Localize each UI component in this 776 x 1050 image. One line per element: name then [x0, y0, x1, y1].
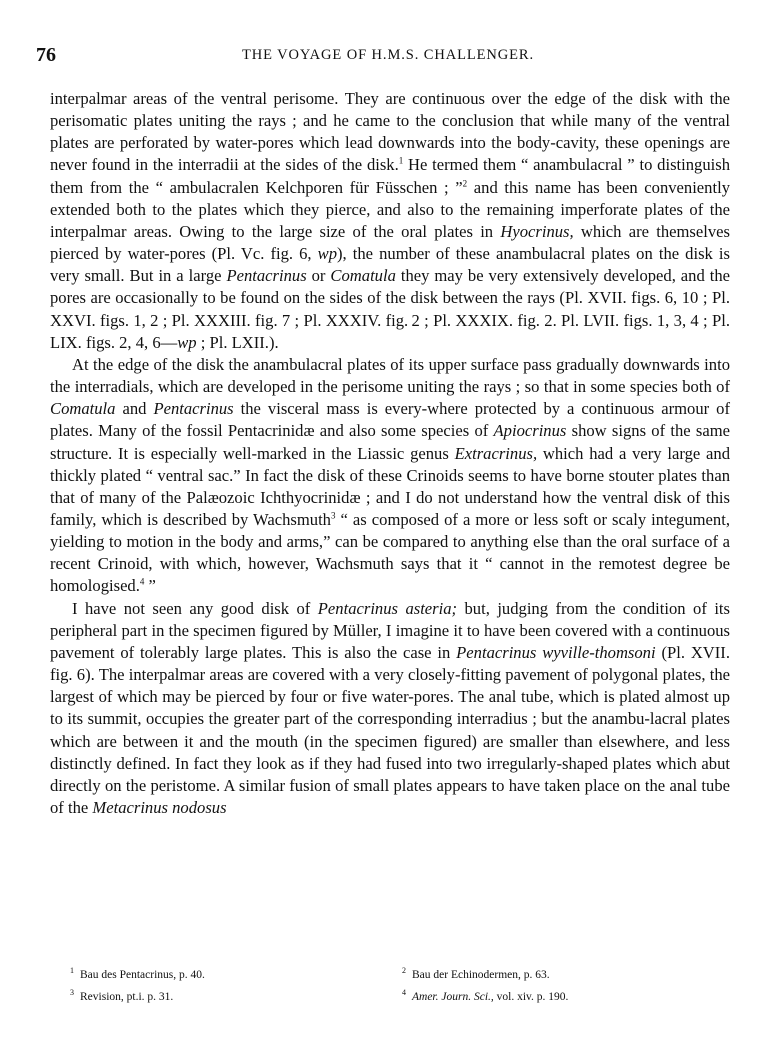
body-text: [50, 88, 730, 819]
footnote-1: [70, 962, 402, 984]
text-run: the visceral mass is every-where protected by a continuous armour of plates. Many of the fossil Pentacrinidæ and also some species of: [50, 399, 730, 441]
text-run: show signs of the same structure. It is especially well-marked in the Liassic genus: [50, 421, 730, 463]
footnote-mark: 3: [70, 987, 74, 997]
italic-term: Hyocrinus,: [500, 221, 574, 241]
running-head: THE VOYAGE OF H.M.S. CHALLENGER.: [242, 47, 534, 63]
text-run: which had a very large and thickly plated “ ventral sac.” In fact the disk of these Crinoids seems to have borne stouter plates than that of many of the Palæozoic Ichthyocrinidæ ; and I do not understand how the ventral disk of this family, which is described by Wachsmuth: [50, 443, 730, 529]
page-number: 76: [36, 44, 56, 66]
footnote-ref: 2: [462, 178, 468, 189]
text-run: but, judging from the condition of its peripheral part in the specimen figured by Müller, I imagine it to have been covered with a continuous pavement of tolerably large plates. This is also the case in: [50, 598, 730, 662]
italic-term: Comatula: [330, 266, 396, 286]
footnote-mark: 1: [70, 966, 74, 975]
italic-term: Pentacrinus: [226, 266, 307, 286]
text-run: ; Pl. LXII.).: [196, 332, 279, 352]
footnote-journal: Amer. Journ. Sci.,: [412, 990, 494, 1003]
italic-term: Pentacrinus: [153, 399, 234, 419]
footnotes: [70, 962, 730, 1006]
footnote-text: Bau des Pentacrinus, p. 40.: [80, 968, 205, 981]
text-run: or: [306, 266, 331, 286]
text-run: and: [115, 399, 154, 419]
footnote-row: [70, 962, 730, 984]
text-run: “ as composed of a more or less soft or scaly integument, yielding to motion in the body and arms,” can be compared to anything else than the oral surface of a recent Crinoid, with which, however, Wachsmuth says that it “ cannot in the remotest degree be homologised.: [50, 509, 730, 596]
text-run: ), the number of these anambulacral plates on the disk is very small. But in a large: [50, 244, 730, 286]
text-run: interpalmar areas of the ventral perisome. They are continuous over the edge of the disk with the perisomatic plates uniting the rays ; and he came to the conclusion that while many of the ventral plates are perforated by water-pores which lead downwards into the body-cavity, these openings are never found in the interradii at the sides of the disk.: [50, 89, 730, 175]
italic-term: Extracrinus,: [454, 443, 538, 463]
italic-term: Pentacrinus asteria;: [317, 598, 458, 618]
text-run: ”: [144, 576, 156, 596]
footnote-mark: 2: [402, 966, 406, 975]
paragraph-2: [50, 354, 730, 598]
footnote-mark: 4: [402, 987, 406, 997]
footnote-ref: 4: [139, 576, 145, 587]
footnote-ref: 3: [330, 510, 336, 521]
paragraph-1: [50, 88, 730, 354]
footnote-4: [402, 984, 702, 1006]
italic-term: Apiocrinus: [493, 421, 567, 441]
italic-term: Comatula: [50, 399, 116, 419]
footnote-text: Bau der Echinodermen, p. 63.: [412, 968, 550, 981]
text-run: and this name has been conveniently extended both to the plates which they pierce, and also to the remaining imperforate plates of the interpalmar areas. Owing to the large size of the oral plates in: [50, 177, 730, 241]
italic-term: wp: [177, 332, 197, 352]
footnote-ref: 1: [398, 155, 404, 166]
text-run: He termed them “ anambulacral ” to distinguish them from the “ ambulacralen Kelchporen für Füsschen ; ”: [50, 155, 730, 197]
footnote-row: [70, 984, 730, 1006]
text-run: I have not seen any good disk of: [72, 598, 318, 618]
text-run: At the edge of the disk the anambulacral plates of its upper surface pass gradually downwards into the interradials, which are developed in the perisome uniting the rays ; so that in some species both of: [50, 354, 730, 397]
italic-term: Metacrinus nodosus: [92, 798, 227, 817]
text-run: (Pl. XVII. fig. 6). The interpalmar areas are covered with a very closely-fitting pavement of polygonal plates, the largest of which may be pierced by four or five water-pores. The anal tube, which is plated almost up to its summit, occupies the greater part of the corresponding interradius ; but the anambu-lacral plates which are between it and the mouth (in the specimen figured) are smaller than elsewhere, and less distinctly defined. In fact they look as if they had fused into two irregularly-shaped plates which abut directly on the peristome. A similar fusion of small plates appears to have taken place on the anal tube of the: [50, 642, 730, 817]
italic-term: wp: [317, 244, 338, 264]
footnote-text: Revision, pt.i. p. 31.: [80, 990, 174, 1003]
page-header: [36, 44, 740, 68]
footnote-3: [70, 984, 402, 1006]
footnote-2: [402, 962, 702, 984]
paragraph-3: [50, 598, 730, 820]
italic-term: Pentacrinus wyville-thomsoni: [456, 642, 656, 662]
footnote-text: vol. xiv. p. 190.: [493, 990, 569, 1003]
text-run: which are themselves pierced by water-pores (Pl. Vc. fig. 6,: [50, 221, 730, 264]
text-run: they may be very extensively developed, and the pores are occasionally to be found on the sides of the disk between the rays (Pl. XVII. figs. 6, 10 ; Pl. XXVI. figs. 1, 2 ; Pl. XXXIII. fig. 7 ; Pl. XXXIV. fig. 2 ; Pl. XXXIX. fig. 2. Pl. LVII. figs. 1, 3, 4 ; Pl. LIX. figs. 2, 4, 6—: [50, 266, 730, 352]
